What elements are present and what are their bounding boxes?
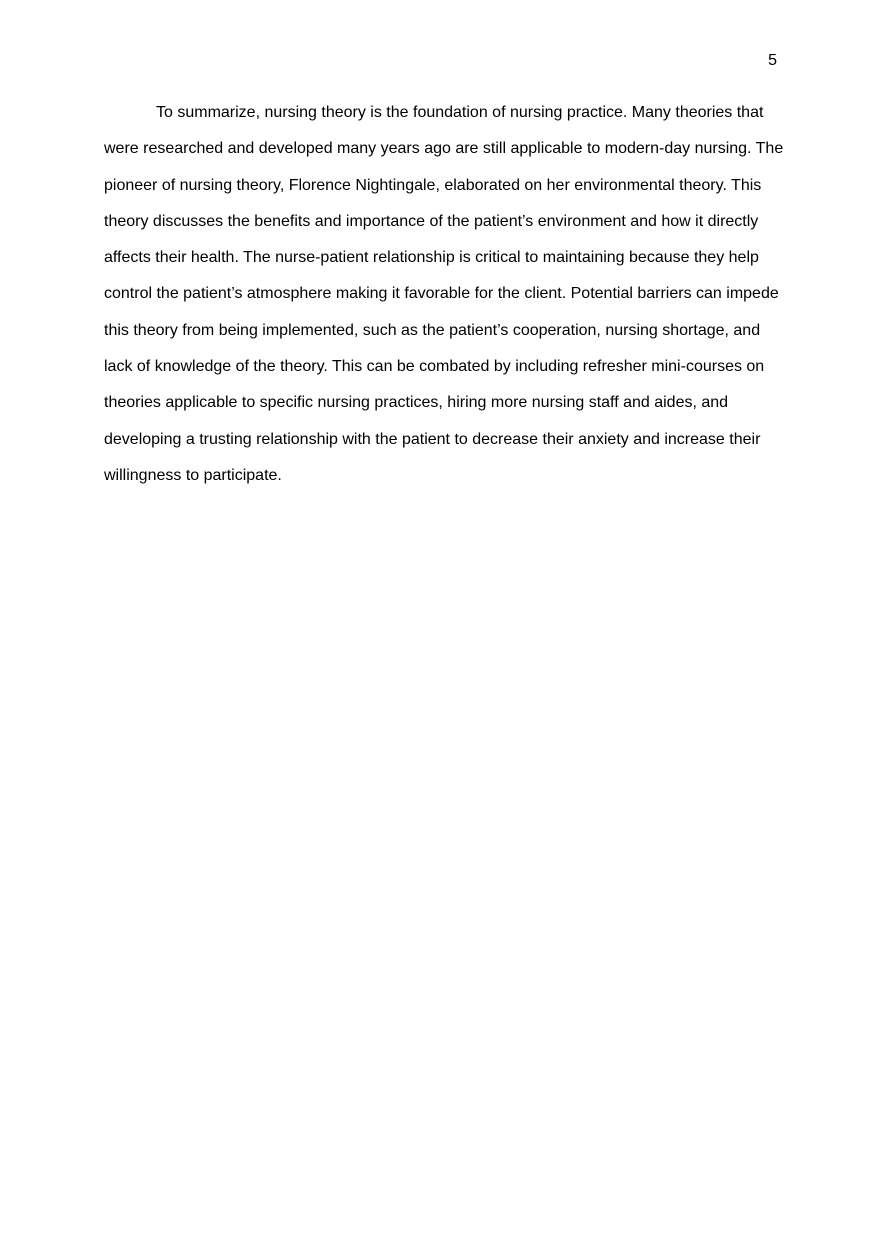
paragraph-line: this theory from being implemented, such as the patient’s cooperation, nursing shortage, and xyxy=(104,321,761,339)
paragraph-line: pioneer of nursing theory, Florence Nightingale, elaborated on her environmental theory. This xyxy=(104,176,762,194)
paragraph-line: theory discusses the benefits and importance of the patient’s environment and how it directly xyxy=(104,212,759,230)
summary-paragraph xyxy=(104,102,794,501)
paragraph-line: willingness to participate. xyxy=(104,466,282,484)
paragraph-line: To summarize, nursing theory is the foundation of nursing practice. Many theories that xyxy=(156,104,764,121)
page-number: 5 xyxy=(768,52,777,69)
paragraph-line: lack of knowledge of the theory. This can be combated by including refresher mini-courses on xyxy=(104,358,765,376)
paragraph-line: were researched and developed many years ago are still applicable to modern-day nursing. The xyxy=(104,140,784,158)
paragraph-line: affects their health. The nurse-patient relationship is critical to maintaining because they help xyxy=(104,249,759,267)
paragraph-line: developing a trusting relationship with the patient to decrease their anxiety and increase their xyxy=(104,430,761,448)
paragraph-line: control the patient’s atmosphere making it favorable for the client. Potential barriers can impede xyxy=(104,285,779,303)
paragraph-line: theories applicable to specific nursing practices, hiring more nursing staff and aides, and xyxy=(104,394,729,412)
